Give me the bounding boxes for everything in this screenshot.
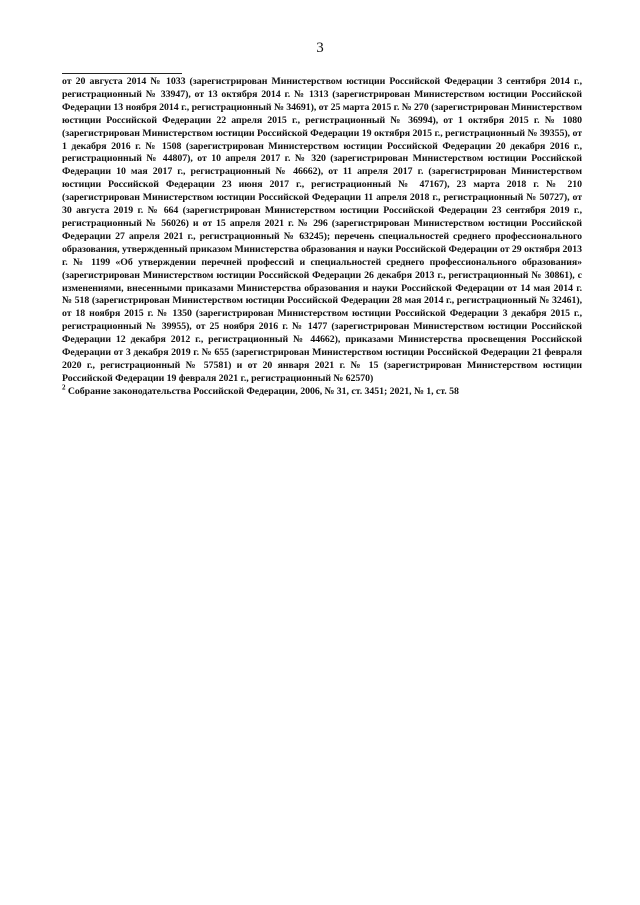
page-number: 3 — [316, 40, 324, 56]
footnote-2-marker: 2 — [62, 383, 66, 392]
footnotes-block — [62, 76, 582, 399]
footnote-continuation-text: от 20 августа 2014 № 1033 (зарегистрирован Министерством юстиции Российской Федерации 3 сентября 2014 г., регистрационный № 33947), от 13 октября 2014 г. № 1313 (зарегистрирован Министерством юстиции Российской Федерации 13 ноября 2014 г., регистрационный № 34691), от 25 марта 2015 г. № 270 (зарегистрирован Министерством юстиции Российской Федерации 22 апреля 2015 г., регистрационный № 36994), от 1 октября 2015 г. № 1080 (зарегистрирован Министерством юстиции Российской Федерации 19 октября 2015 г., регистрационный № 39355), от 1 декабря 2016 г. № 1508 (зарегистрирован Министерством юстиции Российской Федерации 20 декабря 2016 г., регистрационный № 44807), от 10 апреля 2017 г. № 320 (зарегистрирован Министерством юстиции Российской Федерации 10 мая 2017 г., регистрационный № 46662), от 11 апреля 2017 г. (зарегистрирован Министерством юстиции Российской Федерации 23 июня 2017 г., регистрационный № 47167), 23 марта 2018 г. № 210 (зарегистрирован Министерством юстиции Российской Федерации 11 апреля 2018 г., регистрационный № 50727), от 30 августа 2019 г. № 664 (зарегистрирован Министерством юстиции Российской Федерации 23 сентября 2019 г., регистрационный № 56026) и от 15 апреля 2021 г. № 296 (зарегистрирован Министерством юстиции Российской Федерации 27 апреля 2021 г., регистрационный № 63245); перечень специальностей среднего профессионального образования, утвержденный приказом Министерства образования и науки Российской Федерации от 29 октября 2013 г. № 1199 «Об утверждении перечней профессий и специальностей среднего профессионального образования» (зарегистрирован Министерством юстиции Российской Федерации 26 декабря 2013 г., регистрационный № 30861), с изменениями, внесенными приказами Министерства образования и науки Российской Федерации от 14 мая 2014 г. № 518 (зарегистрирован Министерством юстиции Российской Федерации 28 мая 2014 г., регистрационный № 32461), от 18 ноября 2015 г. № 1350 (зарегистрирован Министерством юстиции Российской Федерации 3 декабря 2015 г., регистрационный № 39955), от 25 ноября 2016 г. № 1477 (зарегистрирован Министерством юстиции Российской Федерации 12 декабря 2012 г., регистрационный № 44662), приказами Министерства просвещения Российской Федерации от 3 декабря 2019 г. № 655 (зарегистрирован Министерством юстиции Российской Федерации 21 февраля 2020 г., регистрационный № 57581) и от 20 января 2021 г. № 15 (зарегистрирован Министерством юстиции Российской Федерации 19 февраля 2021 г., регистрационный № 62570) — [62, 76, 582, 384]
footnote-separator — [62, 73, 182, 74]
footnote-2 — [62, 383, 582, 399]
footnote-2-text: Собрание законодательства Российской Федерации, 2006, № 31, ст. 3451; 2021, № 1, ст. 58 — [65, 385, 459, 397]
footnote-continuation — [62, 76, 582, 386]
